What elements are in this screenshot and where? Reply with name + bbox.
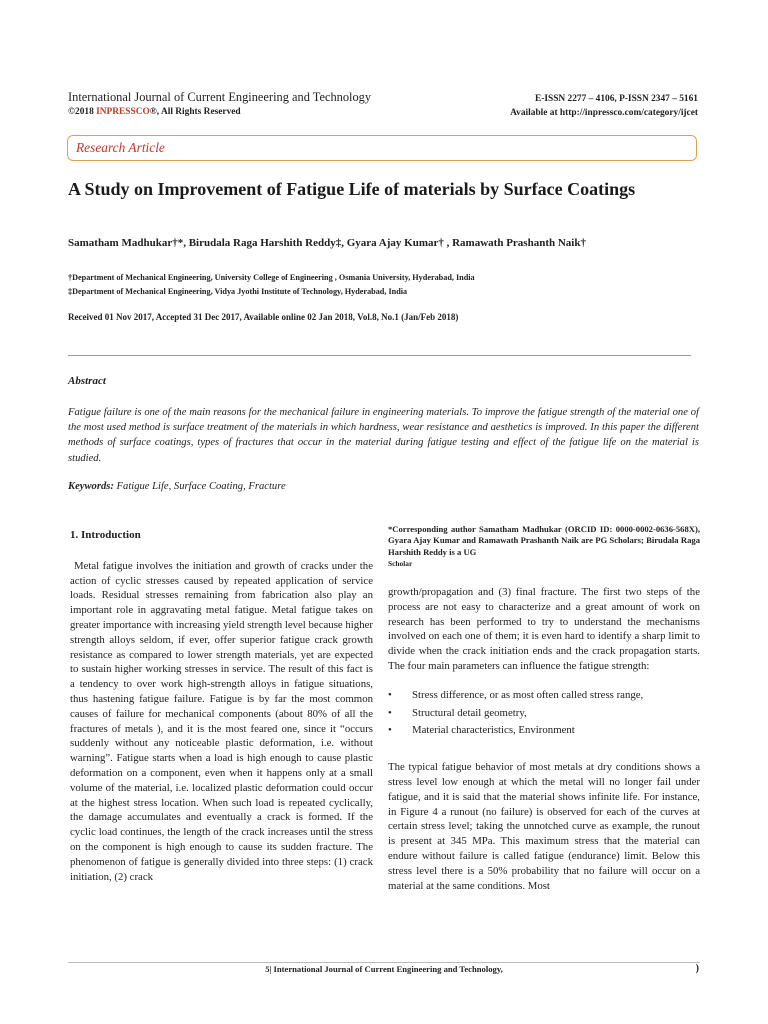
divider-rule xyxy=(68,355,691,356)
right-column xyxy=(388,585,700,893)
article-type-box xyxy=(67,135,697,161)
right-paragraph-2: The typical fatigue behavior of most metals at dry conditions shows a stress level low enough at which the metal will no longer fail under fatigue, and it is said that the material shows infinite life. For instance, in Figure 4 a runout (no failure) is observed for each of the curves at certain stress level; taking the unnotched curve as example, the runout is present at 345 MPa. This maximum stress that the material can endure without failure is called fatigue (endurance) limit. Below this stress level there is a 50% probability that no failure will occur on a material at the same conditions. Most xyxy=(388,761,700,892)
author-list: Samatham Madhukar†*, Birudala Raga Harshith Reddy‡, Gyara Ajay Kumar† , Ramawath Prashanth Naik† xyxy=(68,237,586,249)
intro-paragraph: Metal fatigue involves the initiation and growth of cracks under the action of cyclic stresses caused by repeated application of service loads. Residual stresses remaining from fabrication also play an important role in aggravating metal fatigue. Metal fatigue takes on greater importance with increasing yield strength level because higher strength alloys seldom, if ever, offer superior fatigue crack growth resistance as compared to lower strength materials, yet are expected to sustain higher working stresses in service. The result of this fact is a tendency to over work high-strength alloys in fatigue situations, thus hastening fatigue failure. Fatigue is by far the most common causes of failure for mechanical components (about 80% of all the fractures of metals ), and it is the most feared one, since it “occurs suddenly without any noticeable plastic deformation, i.e. without warning”. Fatigue starts when a load is high enough to cause plastic deformation on a component, even when it happens only at a small volume of the material, i.e. localized plastic deformation could occur at the highest stress location. When such load is repeated cyclically, the damage accumulates and eventually a crack is formed. If the cyclic load continues, the length of the crack increases until the stress on the component is high enough to cause its sudden fracture. The phenomenon of fatigue is generally divided into three steps: (1) crack initiation, (2) crack xyxy=(70,559,373,883)
availability-link[interactable]: Available at http://inpressco.com/category/ijcet xyxy=(510,108,698,118)
keywords-label: Keywords: xyxy=(68,481,114,492)
affiliation-2: ‡Department of Mechanical Engineering, Vidya Jyothi Institute of Technology, Hyderabad, India xyxy=(68,287,408,296)
list-item: • Structural detail geometry, xyxy=(388,706,700,721)
keywords-line xyxy=(68,481,286,492)
journal-header xyxy=(68,90,371,120)
publisher-brand: INPRESSCO xyxy=(96,107,150,117)
copyright-suffix: ®, All Rights Reserved xyxy=(149,107,241,117)
footnote-text: *Corresponding author Samatham Madhukar (ORCID ID: 0000-0002-0636-568X), Gyara Ajay Kumar and Ramawath Prashanth Naik are PG Scholars; Birudala Raga Harshith Reddy is a UG xyxy=(388,524,700,557)
abstract-text: Fatigue failure is one of the main reasons for the mechanical failure in engineering materials. To improve the fatigue strength of the material one of the most used method is surface treatment of the materials in which hardness, wear resistance and aesthetics is improved. In this paper the different methods of surface coatings, types of fractures that occur in the material during fatigue testing and effect of the fatigue life on the material is studied. xyxy=(68,407,699,464)
section-heading-introduction: 1. Introduction xyxy=(70,529,141,541)
left-column xyxy=(70,528,373,884)
page-footer: 5| International Journal of Current Engineering and Technology, xyxy=(265,964,503,974)
journal-name: International Journal of Current Engineering and Technology xyxy=(68,90,372,104)
copyright-prefix: ©2018 xyxy=(68,107,97,117)
footer-end-mark: ) xyxy=(695,963,699,974)
affiliation-1: †Department of Mechanical Engineering, University College of Engineering , Osmania University, Hyderabad, India xyxy=(68,273,475,282)
footer-rule xyxy=(68,962,700,963)
list-item: • Material characteristics, Environment xyxy=(388,723,700,738)
affiliations xyxy=(68,271,475,299)
issn-block xyxy=(510,92,698,120)
abstract-heading: Abstract xyxy=(68,375,106,387)
article-type-label: Research Article xyxy=(76,140,165,155)
keywords-text: Fatigue Life, Surface Coating, Fracture xyxy=(113,481,286,492)
paper-title: A Study on Improvement of Fatigue Life of materials by Surface Coatings xyxy=(68,179,636,199)
parameter-list xyxy=(388,688,700,738)
footnote-tail: Scholar xyxy=(388,559,413,569)
right-paragraph-1: growth/propagation and (3) final fracture. The first two steps of the process are not easy to characterize and a great amount of work on research has been performed to try to understand the mechanisms involved on each one of them; it is even hard to identify a sharp limit to divide when the crack initiation ends and the crack propagation starts. The four main parameters can influence the fatigue strength: xyxy=(388,586,700,672)
received-dates: Received 01 Nov 2017, Accepted 31 Dec 2017, Available online 02 Jan 2018, Vol.8, No.1 (Jan/Feb 2018) xyxy=(68,312,459,322)
issn-text: E-ISSN 2277 – 4106, P-ISSN 2347 – 5161 xyxy=(534,94,698,104)
list-item: • Stress difference, or as most often called stress range, xyxy=(388,688,700,703)
copyright-line xyxy=(68,105,371,120)
corresponding-author-footnote xyxy=(388,524,700,570)
